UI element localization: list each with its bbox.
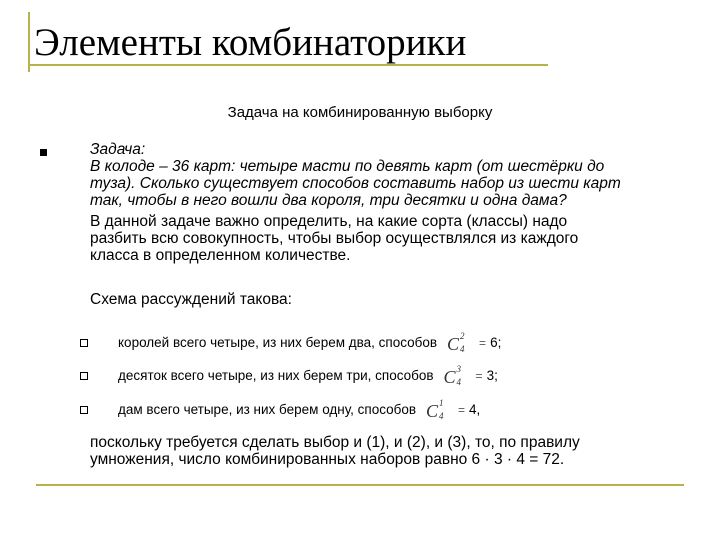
- scheme-heading: Схема рассуждений такова:: [90, 291, 292, 308]
- conclusion-paragraph: [90, 434, 690, 468]
- formula-subscript: 4: [460, 344, 465, 355]
- equals-sign: =: [479, 336, 487, 350]
- footer-divider: [36, 484, 684, 486]
- hollow-square-bullet-icon: [80, 372, 88, 380]
- hollow-square-bullet-icon: [80, 339, 88, 347]
- list-item-content: [118, 333, 501, 353]
- paragraph-line: разбить всю совокупность, чтобы выбор осуществлялся из каждого: [90, 230, 579, 247]
- conclusion-line: умножения, число комбинированных наборов равно 6 · 3 · 4 = 72.: [90, 451, 565, 468]
- list-item-text: дам всего четыре, из них берем одну, способов: [118, 402, 417, 417]
- combination-formula: [426, 400, 452, 420]
- explanation-paragraph: [90, 213, 690, 264]
- formula-subscript: 4: [439, 411, 444, 422]
- slide-title: Элементы комбинаторики: [34, 21, 467, 64]
- task-block: [90, 141, 690, 209]
- hollow-square-bullet-icon: [80, 406, 88, 414]
- list-item: [80, 333, 680, 353]
- formula-letter: C: [443, 367, 456, 388]
- formula-letter: C: [447, 334, 460, 355]
- formula-letter: C: [426, 401, 439, 422]
- paragraph-line: В данной задаче важно определить, на какие сорта (классы) надо: [90, 213, 568, 230]
- task-heading: Задача:: [90, 141, 146, 158]
- list-item-content: [118, 400, 480, 420]
- formula-superscript: 1: [439, 398, 444, 409]
- combination-formula: [444, 366, 470, 386]
- bullet-square-icon: [40, 149, 47, 156]
- list-item-result: 3;: [486, 368, 498, 383]
- list-item-text: десяток всего четыре, из них берем три, способов: [118, 368, 434, 383]
- task-line: туза). Сколько существует способов составить набор из шести карт: [90, 175, 621, 192]
- slide-subtitle: Задача на комбинированную выборку: [227, 104, 493, 121]
- equals-sign: =: [458, 403, 466, 417]
- equals-sign: =: [475, 369, 483, 383]
- list-item: [80, 366, 680, 386]
- formula-subscript: 4: [456, 377, 462, 388]
- list-item-result: 6;: [490, 335, 502, 350]
- list-item-result: 4,: [469, 402, 481, 417]
- paragraph-line: класса в определенном количестве.: [90, 247, 351, 264]
- conclusion-line: поскольку требуется сделать выбор и (1), и (2), и (3), то, по правилу: [90, 434, 580, 451]
- list-item-content: [118, 366, 498, 386]
- list-item: [80, 400, 680, 420]
- title-accent-vertical: [28, 12, 30, 72]
- combination-formula: [447, 333, 473, 353]
- formula-superscript: 3: [456, 364, 462, 375]
- list-item-text: королей всего четыре, из них берем два, способов: [118, 335, 438, 350]
- task-line: так, чтобы в него вошли два короля, три десятки и одна дама?: [90, 192, 567, 209]
- task-line: В колоде – 36 карт: четыре масти по девять карт (от шестёрки до: [90, 158, 605, 175]
- formula-superscript: 2: [460, 331, 465, 342]
